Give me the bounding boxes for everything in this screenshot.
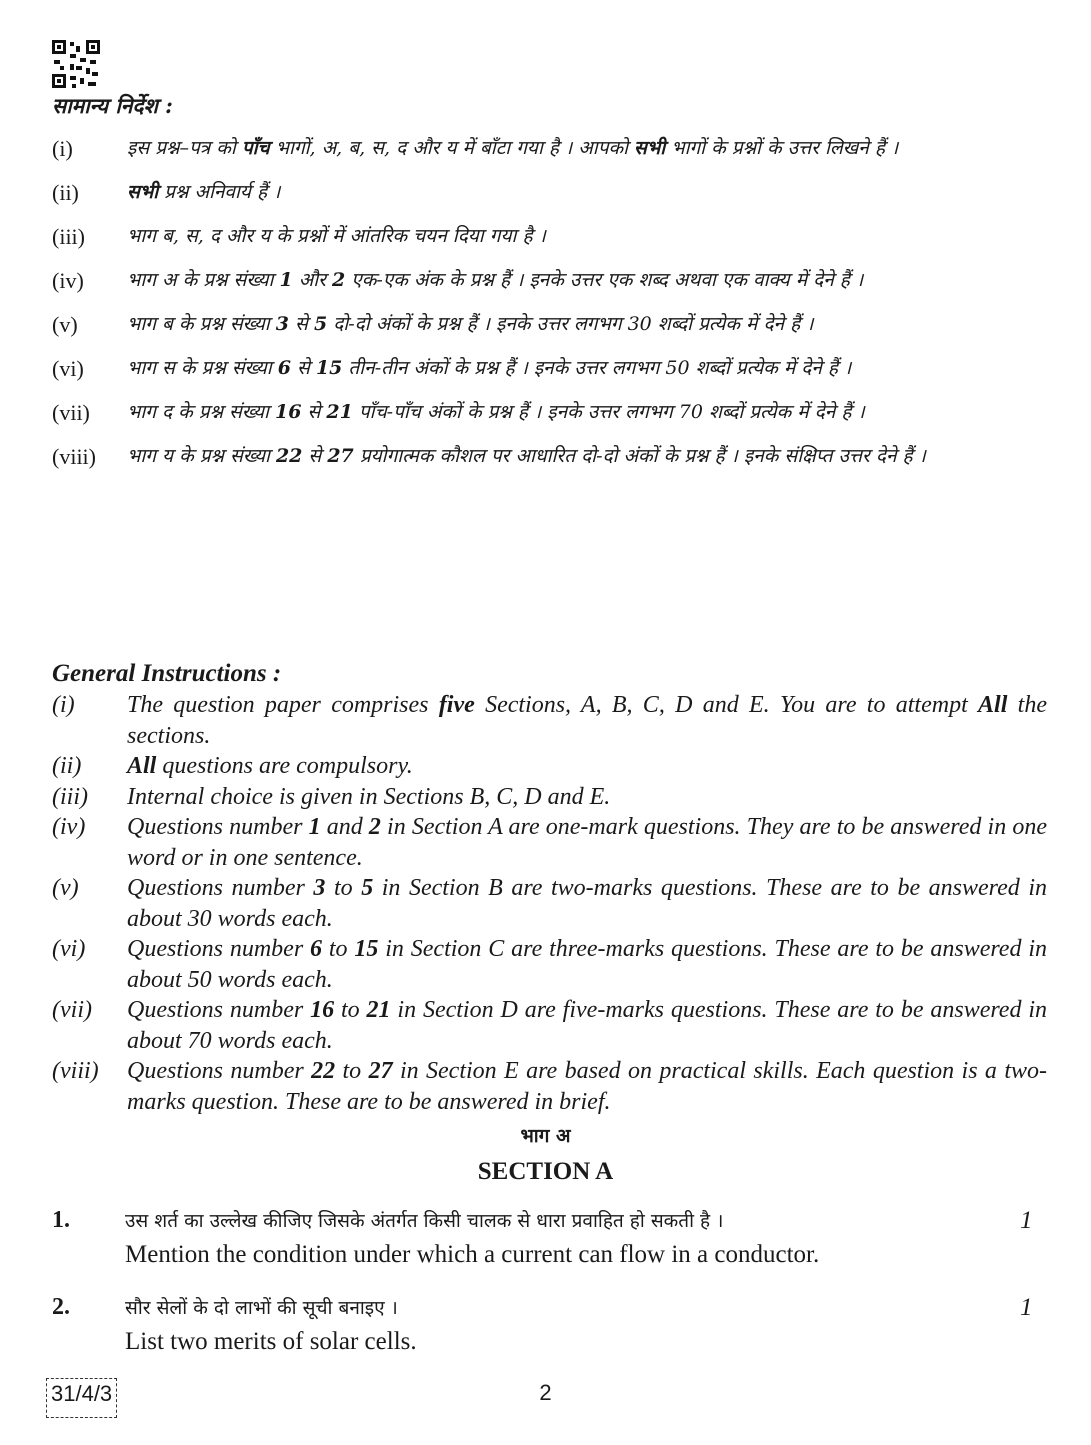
instruction-number: (iii) <box>52 224 85 249</box>
instruction-text <box>127 1056 1047 1117</box>
text-run: प्रश्न अनिवार्य हैं । <box>158 181 281 203</box>
text-run: से <box>289 313 314 335</box>
instruction-item <box>0 751 1091 782</box>
text-run: भाग ब के प्रश्न संख्या <box>127 313 276 335</box>
instruction-text <box>127 396 1047 429</box>
text-run: से <box>301 401 327 423</box>
instruction-text <box>127 176 1047 209</box>
instruction-text <box>127 812 1047 873</box>
text-run: Questions number <box>127 875 314 901</box>
text-run: questions are compulsory. <box>156 753 413 779</box>
instruction-item <box>0 396 1091 429</box>
text-run: इस प्रश्न–पत्र को <box>127 137 242 159</box>
instruction-number: (iv) <box>52 814 86 840</box>
text-run: The question paper comprises <box>127 692 439 718</box>
instruction-text <box>127 132 1047 165</box>
emphasis-text: All <box>127 753 157 779</box>
text-run: Questions number <box>127 814 309 840</box>
text-run: तीन-तीन अंकों के प्रश्न हैं । इनके उत्तर लगभग 50 शब्दों प्रत्येक में देने हैं । <box>342 357 852 379</box>
question-marks: 1 <box>1020 1207 1033 1234</box>
emphasis-text: सभी <box>634 137 666 159</box>
question-text-english: Mention the condition under which a current can flow in a conductor. <box>125 1241 820 1268</box>
text-run: भाग स के प्रश्न संख्या <box>127 357 278 379</box>
instruction-item <box>0 812 1091 873</box>
emphasis-text: 22 <box>311 1058 336 1084</box>
text-run: भागों के प्रश्नों के उत्तर लिखने हैं । <box>665 137 899 159</box>
text-run: भागों, अ, ब, स, द और य में बाँटा गया है । आपको <box>269 137 635 159</box>
emphasis-text: 15 <box>354 936 379 962</box>
emphasis-text: सभी <box>127 181 159 203</box>
instruction-number: (i) <box>52 692 75 718</box>
emphasis-text: All <box>978 692 1008 718</box>
section-title-english: SECTION A <box>477 1158 614 1185</box>
emphasis-text: 16 <box>310 997 335 1023</box>
question-text-hindi: सौर सेलों के दो लाभों की सूची बनाइए । <box>125 1297 398 1319</box>
instruction-item <box>0 782 1091 813</box>
instruction-item <box>0 132 1091 165</box>
paper-code: 31/4/3 <box>46 1378 117 1418</box>
question-text-english: List two merits of solar cells. <box>125 1328 417 1355</box>
instruction-item <box>0 934 1091 995</box>
instruction-item <box>0 1056 1091 1117</box>
text-run: in Section C are three-marks questions. These are to be answered in about 50 words each. <box>127 936 1047 993</box>
text-run: to <box>334 997 367 1023</box>
emphasis-text: 21 <box>326 401 353 423</box>
text-run: to <box>322 936 355 962</box>
instruction-text <box>127 934 1047 995</box>
english-instructions-list <box>0 690 1091 1117</box>
text-run: in Section E are based on practical skills. Each question is a two-marks question. These are to be answered in brief. <box>127 1058 1047 1115</box>
instruction-number: (vi) <box>52 356 84 381</box>
instruction-item <box>0 995 1091 1056</box>
question-number: 2. <box>52 1294 70 1320</box>
text-run: Internal choice is given in Sections B, C, D and E. <box>127 783 611 810</box>
text-run: in Section A are one-mark questions. They are to be answered in one word or in one sentence. <box>127 814 1048 871</box>
text-run: Questions number <box>127 997 311 1023</box>
emphasis-text: 27 <box>368 1058 393 1084</box>
text-run: in Section D are five-marks questions. These are to be answered in about 70 words each. <box>127 997 1048 1054</box>
emphasis-text: 1 <box>279 269 293 291</box>
emphasis-text: 3 <box>275 313 289 335</box>
instruction-number: (iii) <box>52 783 88 810</box>
text-run: the sections. <box>127 692 1047 749</box>
emphasis-text: 1 <box>308 814 321 840</box>
emphasis-text: 5 <box>361 875 374 901</box>
hindi-instructions-list <box>0 132 1091 484</box>
instruction-item <box>0 352 1091 385</box>
emphasis-text: 6 <box>277 357 291 379</box>
text-run: दो-दो अंकों के प्रश्न हैं । इनके उत्तर लगभग 30 शब्दों प्रत्येक में देने हैं । <box>327 313 814 335</box>
text-run: पाँच-पाँच अंकों के प्रश्न हैं । इनके उत्तर लगभग 70 शब्दों प्रत्येक में देने हैं । <box>352 401 865 423</box>
text-run: and <box>320 814 369 840</box>
text-run: भाग द के प्रश्न संख्या <box>127 401 275 423</box>
text-run: भाग ब, स, द और य के प्रश्नों में आंतरिक चयन दिया गया है । <box>127 225 546 247</box>
instruction-text <box>127 352 1047 385</box>
question-text-hindi: उस शर्त का उल्लेख कीजिए जिसके अंतर्गत किसी चालक से धारा प्रवाहित हो सकती है । <box>125 1210 724 1232</box>
text-run: Questions number <box>127 1058 312 1084</box>
instruction-item <box>0 220 1091 253</box>
text-run: Questions number <box>127 936 311 962</box>
emphasis-text: five <box>438 692 475 718</box>
instruction-text <box>127 308 1047 341</box>
emphasis-text: 16 <box>275 401 302 423</box>
instruction-item <box>0 873 1091 934</box>
text-run: in Section B are two-marks questions. These are to be answered in about 30 words each. <box>127 875 1047 932</box>
text-run: to <box>335 1058 369 1084</box>
text-run: एक-एक अंक के प्रश्न हैं । इनके उत्तर एक शब्द अथवा एक वाक्य में देने हैं । <box>345 269 864 291</box>
hindi-instructions-title: सामान्य निर्देश : <box>52 93 173 118</box>
page-number: 2 <box>539 1380 552 1405</box>
text-run: to <box>325 875 362 901</box>
instruction-text <box>127 782 1047 813</box>
instruction-number: (viii) <box>52 444 96 469</box>
instruction-item <box>0 264 1091 297</box>
instruction-number: (ii) <box>52 753 82 779</box>
emphasis-text: 21 <box>366 997 391 1023</box>
emphasis-text: 2 <box>368 814 381 840</box>
emphasis-text: 3 <box>313 875 326 901</box>
instruction-text <box>127 220 1047 253</box>
emphasis-text: 27 <box>327 445 354 467</box>
instruction-text <box>127 690 1047 751</box>
instruction-number: (v) <box>52 312 78 337</box>
text-run: और <box>292 269 332 291</box>
instruction-text <box>127 995 1047 1056</box>
instruction-number: (vii) <box>52 997 92 1023</box>
text-run: भाग अ के प्रश्न संख्या <box>127 269 280 291</box>
qr-code-icon <box>52 40 100 88</box>
instruction-number: (vi) <box>52 936 86 962</box>
emphasis-text: 15 <box>315 357 343 379</box>
emphasis-text: 22 <box>275 445 303 467</box>
instruction-number: (ii) <box>52 180 79 205</box>
instruction-item <box>0 176 1091 209</box>
english-instructions-title: General Instructions : <box>52 660 282 687</box>
text-run: से <box>302 445 328 467</box>
emphasis-text: पाँच <box>241 137 270 159</box>
text-run: Sections, A, B, C, D and E. You are to attempt <box>474 692 979 718</box>
text-run: प्रयोगात्मक कौशल पर आधारित दो-दो अंकों के प्रश्न हैं । इनके संक्षिप्त उत्तर देने हैं । <box>353 445 926 467</box>
instruction-number: (i) <box>52 136 73 161</box>
text-run: से <box>291 357 316 379</box>
instruction-text <box>127 264 1047 297</box>
emphasis-text: 5 <box>313 313 328 335</box>
emphasis-text: 6 <box>310 936 323 962</box>
instruction-number: (v) <box>52 875 79 901</box>
instruction-number: (viii) <box>52 1058 99 1084</box>
section-title-hindi: भाग अ <box>520 1125 571 1147</box>
instruction-number: (iv) <box>52 268 84 293</box>
instruction-item <box>0 440 1091 473</box>
instruction-text <box>127 751 1047 782</box>
instruction-text <box>127 440 1047 473</box>
question-number: 1. <box>52 1207 70 1233</box>
emphasis-text: 2 <box>331 269 346 291</box>
instruction-item <box>0 690 1091 751</box>
text-run: भाग य के प्रश्न संख्या <box>127 445 276 467</box>
instruction-number: (vii) <box>52 400 90 425</box>
question-marks: 1 <box>1020 1294 1033 1321</box>
instruction-item <box>0 308 1091 341</box>
instruction-text <box>127 873 1047 934</box>
